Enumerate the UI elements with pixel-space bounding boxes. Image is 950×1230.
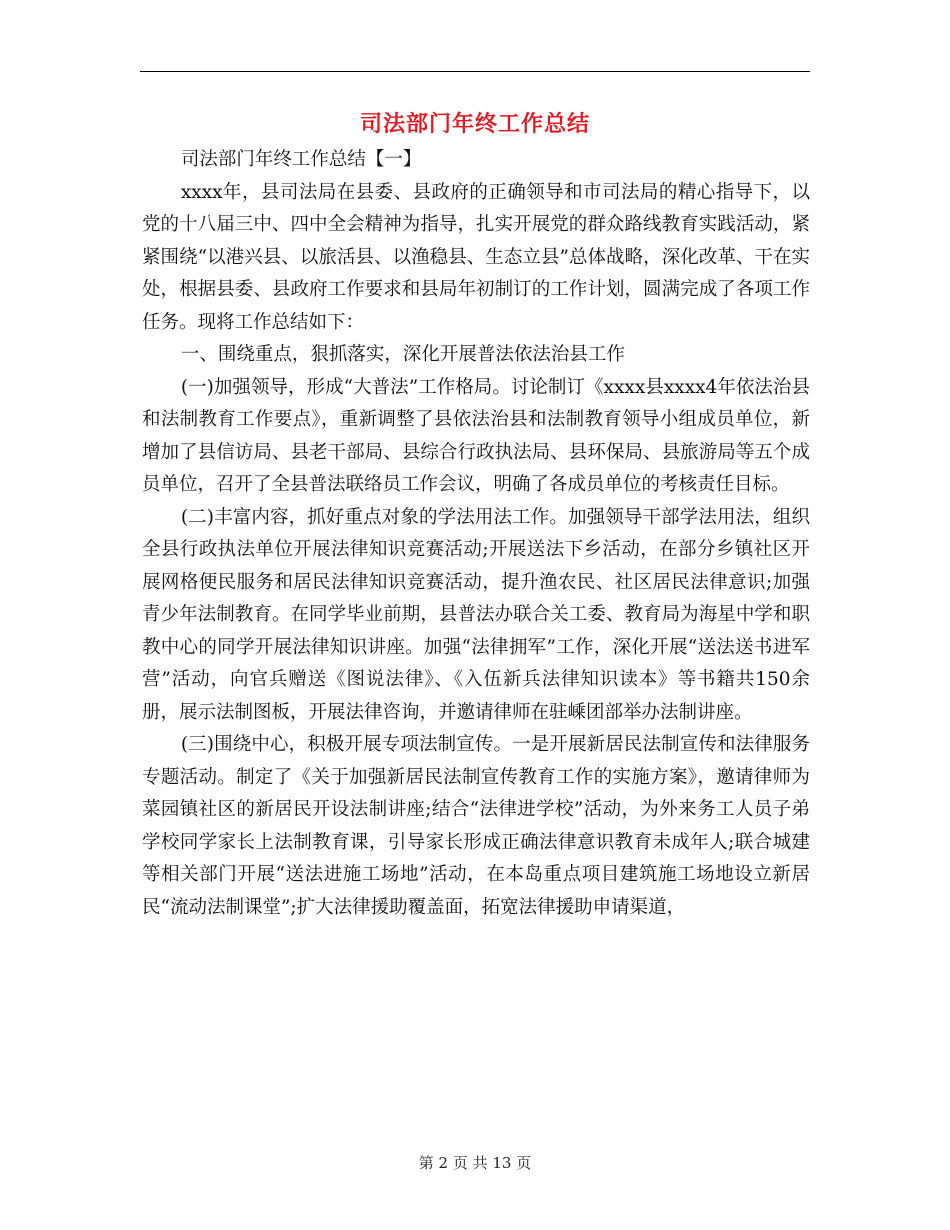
document-body: [142, 144, 810, 924]
header-rule: [140, 71, 810, 72]
paragraph-intro: xxxx年，县司法局在县委、县政府的正确领导和市司法局的精心指导下，以党的十八届三中、四中全会精神为指导，扎实开展党的群众路线教育实践活动，紧紧围绕“以港兴县、以旅活县、以渔稳县、生态立县”总体战略，深化改革、干在实处，根据县委、县政府工作要求和县局年初制订的工作计划，圆满完成了各项工作任务。现将工作总结如下：: [142, 181, 810, 333]
document-title: 司法部门年终工作总结: [359, 112, 590, 137]
paragraph-heading-one: 一、围绕重点，狠抓落实，深化开展普法依法治县工作: [180, 344, 625, 365]
section-heading: 司法部门年终工作总结【一】: [180, 149, 422, 170]
page-number-footer: 第 2 页 共 13 页: [418, 1154, 532, 1172]
paragraph-item-2: (二)丰富内容，抓好重点对象的学法用法工作。加强领导干部学法用法，组织全县行政执法单位开展法律知识竞赛活动;开展送法下乡活动，在部分乡镇社区开展网格便民服务和居民法律知识竞赛活动，提升渔农民、社区居民法律意识;加强青少年法制教育。在同学毕业前期，县普法办联合关工委、教育局为海星中学和职教中心的同学开展法律知识讲座。加强“法律拥军”工作，深化开展“送法送书进军营”活动，向官兵赠送《图说法律》、《入伍新兵法律知识读本》等书籍共150余册，展示法制图板，开展法律咨询，并邀请律师在驻嵊团部举办法制讲座。: [142, 506, 810, 723]
paragraph-item-3: (三)围绕中心，积极开展专项法制宣传。一是开展新居民法制宣传和法律服务专题活动。制定了《关于加强新居民法制宣传教育工作的实施方案》，邀请律师为菜园镇社区的新居民开设法制讲座;结合“法律进学校”活动，为外来务工人员子弟学校同学家长上法制教育课，引导家长形成正确法律意识教育未成年人;联合城建等相关部门开展“送法进施工场地”活动，在本岛重点项目建筑施工场地设立新居民“流动法制课堂”;扩大法律援助覆盖面，拓宽法律援助申请渠道，: [142, 734, 810, 918]
paragraph-item-1: (一)加强领导，形成“大普法”工作格局。讨论制订《xxxx县xxxx4年依法治县和法制教育工作要点》，重新调整了县依法治县和法制教育领导小组成员单位，新增加了县信访局、县老干部局、县综合行政执法局、县环保局、县旅游局等五个成员单位，召开了全县普法联络员工作会议，明确了各成员单位的考核责任目标。: [142, 376, 810, 495]
